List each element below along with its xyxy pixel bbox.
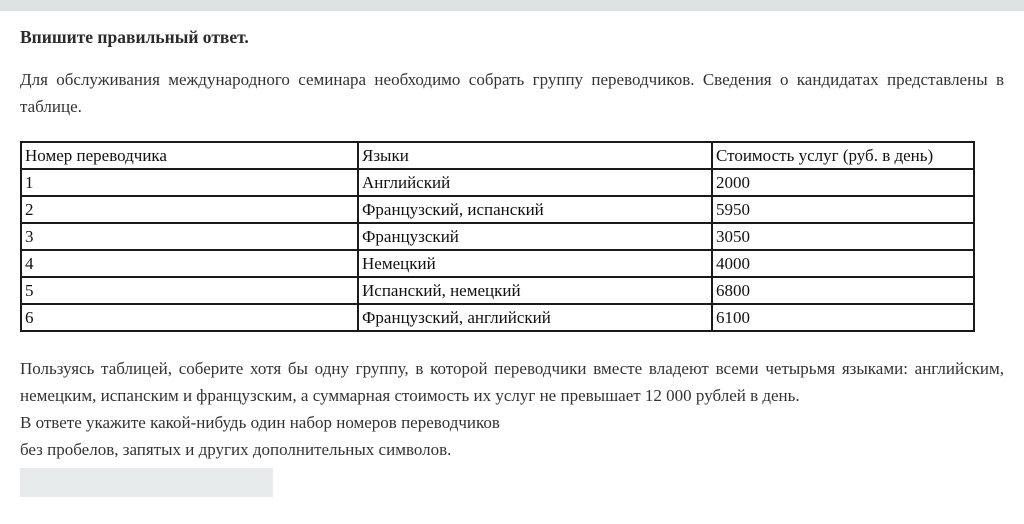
candidates-table	[20, 141, 975, 332]
cell-languages: Французский, испанский	[358, 196, 712, 223]
cell-cost: 6100	[712, 304, 974, 331]
question-prompt: Впишите правильный ответ.	[20, 27, 249, 47]
task-line-1: Пользуясь таблицей, соберите хотя бы одну группу, в которой переводчики вместе владеют всеми четырьмя языками: английским, немецким, испанским и французским, а суммарная стоимость их услуг не превышает 12 000 рублей в день.	[20, 359, 1004, 405]
table-row	[21, 304, 974, 331]
cell-translator-number: 5	[21, 277, 358, 304]
question-content	[0, 24, 1024, 497]
cell-translator-number: 2	[21, 196, 358, 223]
task-line-2: В ответе укажите какой-нибудь один набор номеров переводчиков	[20, 413, 500, 432]
column-header-cost: Стоимость услуг (руб. в день)	[712, 142, 974, 169]
top-strip	[0, 0, 1024, 11]
column-header-translator-number: Номер переводчика	[21, 142, 358, 169]
table-row	[21, 223, 974, 250]
table-row	[21, 196, 974, 223]
cell-languages: Немецкий	[358, 250, 712, 277]
task-line-3: без пробелов, запятых и других дополнительных символов.	[20, 440, 452, 459]
intro-paragraph: Для обслуживания международного семинара необходимо собрать группу переводчиков. Сведения о кандидатах представлены в таблице.	[20, 70, 1004, 116]
answer-input[interactable]	[20, 468, 273, 497]
cell-cost: 2000	[712, 169, 974, 196]
column-header-languages: Языки	[358, 142, 712, 169]
table-header-row	[21, 142, 974, 169]
table-row	[21, 277, 974, 304]
cell-languages: Английский	[358, 169, 712, 196]
task-paragraph	[20, 355, 1004, 463]
table-row	[21, 169, 974, 196]
cell-cost: 5950	[712, 196, 974, 223]
cell-languages: Французский, английский	[358, 304, 712, 331]
cell-languages: Французский	[358, 223, 712, 250]
cell-cost: 3050	[712, 223, 974, 250]
cell-cost: 6800	[712, 277, 974, 304]
cell-translator-number: 1	[21, 169, 358, 196]
cell-translator-number: 3	[21, 223, 358, 250]
cell-translator-number: 4	[21, 250, 358, 277]
table-row	[21, 250, 974, 277]
cell-cost: 4000	[712, 250, 974, 277]
cell-translator-number: 6	[21, 304, 358, 331]
cell-languages: Испанский, немецкий	[358, 277, 712, 304]
